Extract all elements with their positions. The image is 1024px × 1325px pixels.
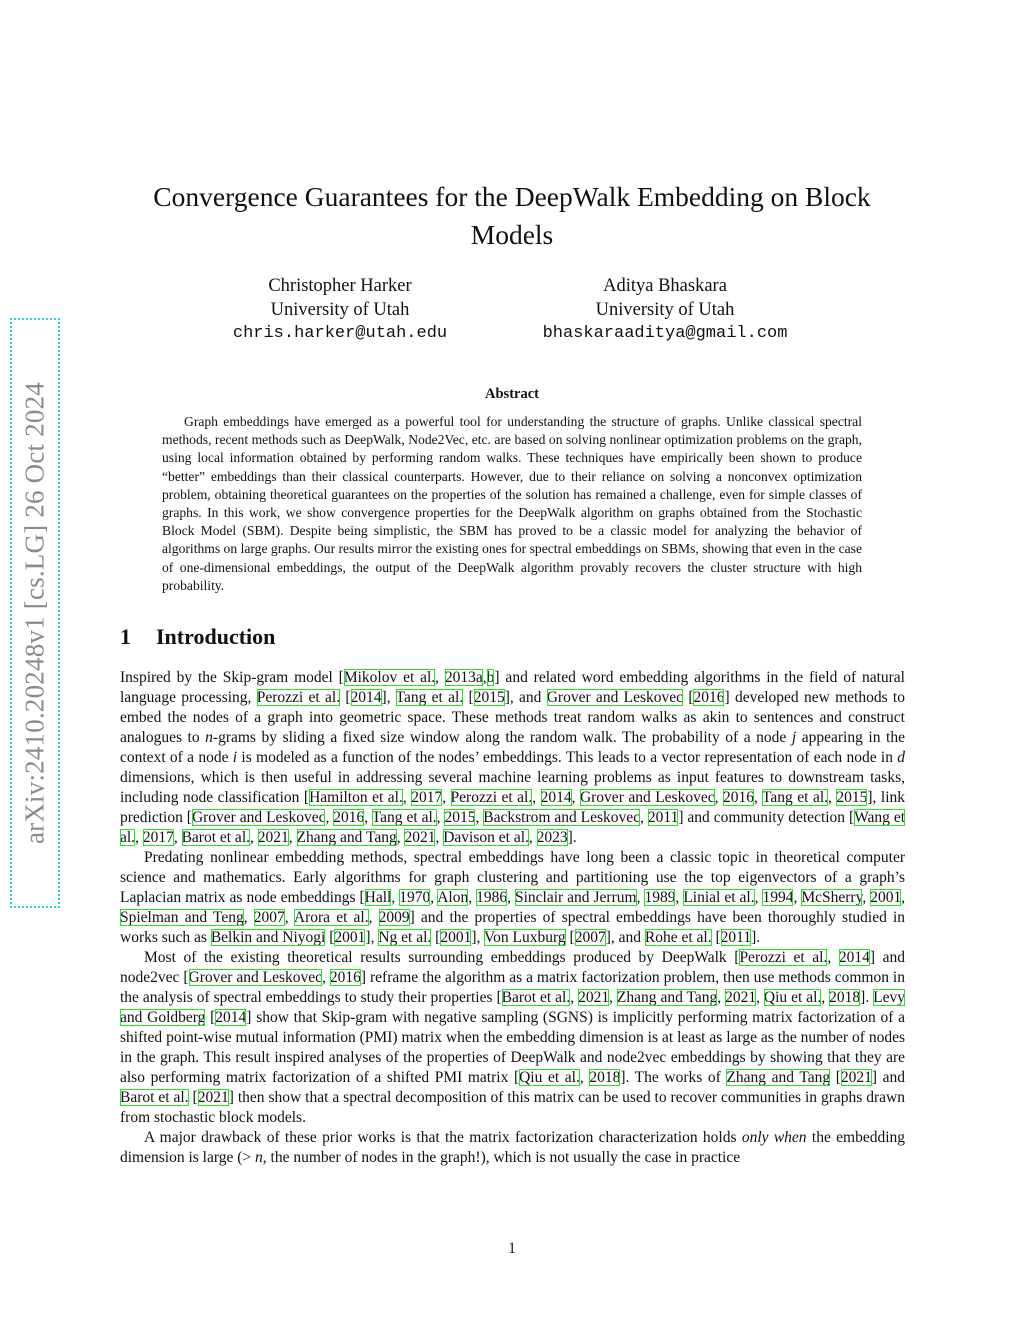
abstract <box>162 413 862 595</box>
citation-link[interactable]: Tang et al. <box>371 809 437 826</box>
text-run: [ <box>340 689 351 706</box>
text-run: , <box>609 989 617 1006</box>
text-run: , <box>435 669 445 686</box>
citation-link[interactable]: Grover and Leskovec <box>191 809 326 826</box>
text-run: ]. The works of <box>620 1069 727 1086</box>
citation-link[interactable]: 2014 <box>540 789 572 806</box>
citation-link[interactable]: 2014 <box>215 1009 247 1026</box>
citation-link[interactable]: 2007 <box>574 929 606 946</box>
text-run: , <box>436 809 445 826</box>
math-symbol: only when <box>741 1129 807 1146</box>
text-run: , <box>391 889 400 906</box>
citation-link[interactable]: Tang et al. <box>395 689 464 706</box>
citation-link[interactable]: Hall <box>364 889 392 906</box>
text-run: , <box>322 969 330 986</box>
text-run: , <box>570 989 579 1006</box>
text-run: ], link prediction [ <box>120 789 906 826</box>
citation-link[interactable]: 2014 <box>838 949 870 966</box>
text-run: , <box>475 809 484 826</box>
text-run: , <box>828 789 837 806</box>
citation-link[interactable]: Levy and Goldberg <box>120 989 906 1026</box>
citation-link[interactable]: Barot et al. <box>120 1089 189 1106</box>
text-run: [ <box>565 929 575 946</box>
section-heading <box>120 624 275 650</box>
text-run: , <box>793 889 802 906</box>
citation-link[interactable]: 2001 <box>870 889 902 906</box>
citation-link[interactable]: 2023 <box>536 829 568 846</box>
text-run: ], <box>365 929 379 946</box>
text-run: , <box>173 829 182 846</box>
citation-link[interactable]: Grover and Leskovec <box>579 789 715 806</box>
text-run: , <box>571 789 580 806</box>
paragraph <box>120 948 905 1128</box>
citation-link[interactable]: 2015 <box>473 689 505 706</box>
citation-link[interactable]: Ng et al. <box>378 929 432 946</box>
text-run: ], and <box>504 689 547 706</box>
citation-link[interactable]: Tang et al. <box>762 789 829 806</box>
text-run: , <box>756 989 764 1006</box>
text-run: [ <box>683 689 694 706</box>
citation-link[interactable]: 1989 <box>644 889 676 906</box>
text-run: , <box>754 889 763 906</box>
text-run: [ <box>830 1069 841 1086</box>
text-run: , <box>368 909 379 926</box>
citation-link[interactable]: 2018 <box>589 1069 621 1086</box>
citation-link[interactable]: 2017 <box>142 829 174 846</box>
text-run: ] and <box>871 1069 906 1086</box>
citation-link[interactable]: Grover and Leskovec <box>546 689 684 706</box>
text-run: ] then show that a spectral decomposition of this matrix can be used to recover communities in graphs drawn from stochastic block models. <box>120 1089 906 1126</box>
text-run: ] reframe the algorithm as a matrix factorization problem, then use methods common in the analysis of spectral embeddings to study their properties [ <box>120 969 905 1006</box>
citation-link[interactable]: Zhang and Tang <box>296 829 397 846</box>
section-title: Introduction <box>156 624 276 649</box>
paragraph <box>120 1128 905 1168</box>
page-number: 1 <box>508 1240 516 1257</box>
text-run: ]. <box>751 929 761 946</box>
abstract-heading: Abstract <box>485 386 539 402</box>
abstract-text: Graph embeddings have emerged as a powerful tool for understanding the structure of graphs. Unlike classical spectral methods, recent methods such as DeepWalk, Node2Vec, etc. are based on solving nonlinear optimization problems on the graph, using local information obtained by performing random walks. These techniques have empirically been shown to produce “better” embeddings than their classical counterparts. However, due to their reliance on solving a nonconvex optimization problem, obtaining theoretical guarantees on the properties of the solution has remained a challenge, even for simple classes of graphs. In this work, we show convergence properties for the DeepWalk algorithm on graphs obtained from the Stochastic Block Model (SBM). Despite being simplistic, the SBM has proved to be a classic model for analyzing the behavior of algorithms on large graphs. Our results mirror the existing ones for spectral embeddings on SBMs, showing that even in the case of one-dimensional embeddings, the output of the DeepWalk algorithm provably recovers the cluster structure with high probability. <box>162 414 862 593</box>
text-run: , <box>636 889 645 906</box>
text-run: -grams by sliding a fixed size window along the random walk. The probability of a node <box>212 729 792 746</box>
citation-link[interactable]: Alon <box>437 889 469 906</box>
text-run: [ <box>431 929 441 946</box>
text-run: , <box>430 889 438 906</box>
citation-link[interactable]: 2011 <box>720 929 752 946</box>
text-run: appearing in the context of a node <box>120 729 905 766</box>
text-run: , <box>250 829 258 846</box>
arxiv-stamp[interactable] <box>10 318 60 908</box>
citation-link[interactable]: Linial et al. <box>683 889 755 906</box>
text-run: , <box>714 789 723 806</box>
citation-link[interactable]: Grover and Leskovec <box>188 969 323 986</box>
citation-link[interactable]: Rohe et al. <box>644 929 712 946</box>
citation-link[interactable]: McSherry <box>801 889 863 906</box>
text-run: , <box>862 889 871 906</box>
citation-link[interactable]: 2018 <box>829 989 861 1006</box>
citation-link[interactable]: 2015 <box>836 789 868 806</box>
citation-link[interactable]: 2021 <box>197 1089 229 1106</box>
citation-link[interactable]: 2021 <box>404 829 436 846</box>
citation-link[interactable]: Qiu et al. <box>763 989 822 1006</box>
citation-link[interactable]: Barot et al. <box>501 989 571 1006</box>
text-run: , <box>396 829 405 846</box>
text-run: is modeled as a function of the nodes’ embeddings. This leads to a vector representation of each node in <box>237 749 898 766</box>
citation-link[interactable]: Spielman and Teng <box>120 909 244 926</box>
text-run: , <box>243 909 254 926</box>
text-run: ] developed new methods to embed the nodes of a graph into geometric space. These methods treat random walks as akin to sentences and construct analogues to <box>120 689 905 746</box>
text-run: [ <box>188 1089 198 1106</box>
citation-link[interactable]: Arora et al. <box>293 909 369 926</box>
text-run: , <box>284 909 294 926</box>
citation-link[interactable]: Perozzi et al. <box>739 949 828 966</box>
text-run: the embedding dimension is large (> <box>120 1129 906 1166</box>
text-run: Inspired by the Skip-gram model [ <box>120 669 344 686</box>
author-2 <box>515 274 815 346</box>
citation-link[interactable]: Belkin and Niyogi <box>210 929 326 946</box>
author-affiliation: University of Utah <box>270 300 410 320</box>
text-run: , <box>753 789 763 806</box>
text-run: ] and community detection [ <box>678 809 855 826</box>
citation-link[interactable]: Qiu et al. <box>519 1069 580 1086</box>
text-run: , <box>532 789 541 806</box>
text-run: , <box>717 989 726 1006</box>
citation-link[interactable]: b <box>486 669 495 686</box>
text-run: dimensions, which is then useful in addressing several machine learning problems as input features to downstream tasks, including node classification [ <box>120 769 905 806</box>
text-run: , <box>482 669 487 686</box>
section-number: 1 <box>120 624 131 649</box>
text-run: ], <box>381 689 396 706</box>
citation-link[interactable]: 2001 <box>440 929 472 946</box>
text-run: , the number of nodes in the graph!), which is not usually the case in practice <box>262 1149 741 1166</box>
author-email[interactable]: chris.harker@utah.edu <box>232 324 448 343</box>
citation-link[interactable]: 2021 <box>257 829 289 846</box>
citation-link[interactable]: 2017 <box>411 789 443 806</box>
text-run: , <box>135 829 143 846</box>
text-run: , <box>821 989 830 1006</box>
text-run: , <box>579 1069 590 1086</box>
citation-link[interactable]: Perozzi et al. <box>256 689 341 706</box>
author-name: Aditya Bhaskara <box>603 276 727 296</box>
math-symbol: j <box>791 729 797 746</box>
citation-link[interactable]: 2011 <box>647 809 679 826</box>
citation-link[interactable]: Davison et al. <box>443 829 529 846</box>
citation-link[interactable]: 2009 <box>378 909 410 926</box>
text-run: ] and node2vec [ <box>120 949 905 986</box>
text-run: Predating nonlinear embedding methods, spectral embeddings have long been a classic topic in theoretical computer science and mathematics. Early algorithms for graph clustering and partitioning use the top eigenvectors of a graph’s Laplacian matrix as node embeddings [ <box>120 849 905 906</box>
paragraph <box>120 848 905 948</box>
paragraph <box>120 668 905 848</box>
text-run: ] and the properties of spectral embeddings have been thoroughly studied in works such as <box>120 909 906 946</box>
body-text <box>120 668 905 1168</box>
citation-link[interactable]: 1994 <box>762 889 794 906</box>
text-run: [ <box>325 929 335 946</box>
text-run: , <box>507 889 515 906</box>
text-run: , <box>288 829 297 846</box>
citation-link[interactable]: Sinclair and Jerrum <box>514 889 637 906</box>
text-run: [ <box>711 929 721 946</box>
text-run: ] show that Skip-gram with negative sampling (SGNS) is implicitly performing matrix factorization of a shifted point-wise mutual information (PMI) matrix when the embedding dimension is at least as large as the number of nodes in the graph. This result inspired analyses of the properties of DeepWalk and node2vec embeddings by showing that they are also performing matrix factorization of a shifted PMI matrix [ <box>120 1009 905 1086</box>
text-run: , <box>402 789 412 806</box>
math-symbol: n <box>255 1149 263 1166</box>
citation-link[interactable]: 2014 <box>350 689 382 706</box>
text-run: , <box>640 809 648 826</box>
text-run: , <box>435 829 444 846</box>
math-symbol: d <box>897 749 905 766</box>
citation-link[interactable]: 2015 <box>444 809 476 826</box>
citation-link[interactable]: 2016 <box>693 689 725 706</box>
citation-link[interactable]: Zhang and Tang <box>726 1069 831 1086</box>
citation-link[interactable]: 1986 <box>476 889 508 906</box>
citation-link[interactable]: 2013a <box>444 669 483 686</box>
text-run: , <box>364 809 372 826</box>
citation-link[interactable]: 2007 <box>253 909 285 926</box>
text-run: ] and related word embedding algorithms in the field of natural language processing, <box>120 669 905 706</box>
text-run: ], <box>471 929 484 946</box>
citation-link[interactable]: 2001 <box>334 929 366 946</box>
text-run: , <box>325 809 334 826</box>
text-run: A major drawback of these prior works is that the matrix factorization characterization holds <box>144 1129 742 1146</box>
author-email[interactable]: bhaskaraaditya@gmail.com <box>542 324 788 343</box>
text-run: , <box>675 889 684 906</box>
text-run: , <box>827 949 839 966</box>
text-run: , <box>442 789 451 806</box>
citation-link[interactable]: 1970 <box>399 889 431 906</box>
text-run: ], and <box>605 929 645 946</box>
text-run: , <box>901 889 906 906</box>
text-run: Most of the existing theoretical results surrounding embeddings produced by DeepWalk [ <box>144 949 740 966</box>
citation-link[interactable]: Barot et al. <box>181 829 250 846</box>
citation-link[interactable]: 2021 <box>725 989 757 1006</box>
citation-link[interactable]: 2021 <box>578 989 610 1006</box>
text-run: ]. <box>567 829 577 846</box>
citation-link[interactable]: Zhang and Tang <box>616 989 718 1006</box>
author-name: Christopher Harker <box>268 276 412 296</box>
author-1 <box>190 274 490 346</box>
text-run: , <box>528 829 537 846</box>
paper-title: Convergence Guarantees for the DeepWalk Embedding on Block Models <box>153 181 871 250</box>
citation-link[interactable]: Von Luxburg <box>483 929 566 946</box>
citation-link[interactable]: Mikolov et al. <box>343 669 436 686</box>
math-symbol: i <box>232 749 238 766</box>
arxiv-id: arXiv:2410.20248v1 [cs.LG] 26 Oct 2024 <box>19 381 50 845</box>
citation-link[interactable]: Backstrom and Leskovec <box>483 809 641 826</box>
author-affiliation: University of Utah <box>595 300 735 320</box>
text-run: [ <box>463 689 474 706</box>
citation-link[interactable]: Perozzi et al. <box>450 789 533 806</box>
citation-link[interactable]: 2016 <box>329 969 361 986</box>
text-run: ]. <box>860 989 874 1006</box>
citation-link[interactable]: 2021 <box>840 1069 872 1086</box>
citation-link[interactable]: Hamilton et al. <box>309 789 403 806</box>
text-run: [ <box>205 1009 216 1026</box>
math-symbol: n <box>205 729 213 746</box>
text-run: , <box>468 889 477 906</box>
citation-link[interactable]: 2016 <box>722 789 754 806</box>
citation-link[interactable]: Wang et al. <box>120 809 906 846</box>
citation-link[interactable]: 2016 <box>333 809 365 826</box>
